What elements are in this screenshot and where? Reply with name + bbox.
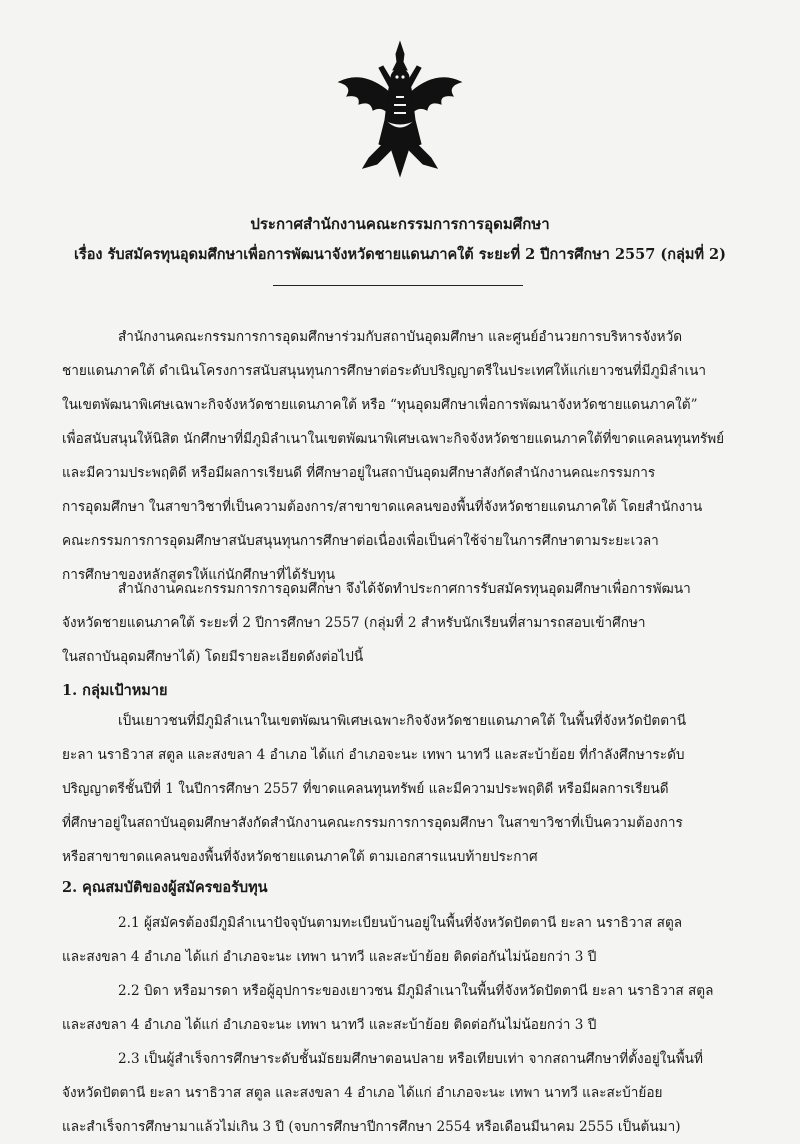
text-line: 2.1 ผู้สมัครต้องมีภูมิลำเนาปัจจุบันตามทะเบียนบ้านอยู่ในพื้นที่จังหวัดปัตตานี ยะลา นราธิวาส สตูล xyxy=(118,915,683,931)
text-line: หรือสาขาขาดแคลนของพื้นที่จังหวัดชายแดนภาคใต้ ตามเอกสารแนบท้ายประกาศ xyxy=(62,849,538,865)
text-line: ในเขตพัฒนาพิเศษเฉพาะกิจจังหวัดชายแดนภาคใต้ หรือ “ทุนอุดมศึกษาเพื่อการพัฒนาจังหวัดชายแดนภาคใต้” xyxy=(62,397,698,413)
text-line: เป็นเยาวชนที่มีภูมิลำเนาในเขตพัฒนาพิเศษเฉพาะกิจจังหวัดชายแดนภาคใต้ ในพื้นที่จังหวัดปัตตานี xyxy=(118,713,686,729)
text-line: ชายแดนภาคใต้ ดำเนินโครงการสนับสนุนทุนการศึกษาต่อระดับปริญญาตรีในประเทศให้แก่เยาวชนที่มีภูมิลำเนา xyxy=(62,363,707,379)
section-1-body xyxy=(62,704,744,874)
section-2-body xyxy=(62,906,744,1144)
text-line: การอุดมศึกษา ในสาขาวิชาที่เป็นความต้องการ/สาขาขาดแคลนของพื้นที่จังหวัดชายแดนภาคใต้ โดยสำนักงาน xyxy=(62,499,703,515)
announcement-title: ประกาศสำนักงานคณะกรรมการการอุดมศึกษา xyxy=(250,215,550,233)
intro-paragraph-1 xyxy=(62,320,744,592)
text-line: ในสถาบันอุดมศึกษาได้) โดยมีรายละเอียดดังต่อไปนี้ xyxy=(62,649,364,665)
text-line: การศึกษาของหลักสูตรให้แก่นักศึกษาที่ได้รับทุน xyxy=(62,567,336,583)
text-line: สำนักงานคณะกรรมการการอุดมศึกษาร่วมกับสถาบันอุดมศึกษา และศูนย์อำนวยการบริหารจังหวัด xyxy=(118,329,683,345)
section-2-heading: 2. คุณสมบัติของผู้สมัครขอรับทุน xyxy=(62,879,268,896)
text-line: สำนักงานคณะกรรมการการอุดมศึกษา จึงได้จัดทำประกาศการรับสมัครทุนอุดมศึกษาเพื่อการพัฒนา xyxy=(118,581,691,597)
text-line: เพื่อสนับสนุนให้นิสิต นักศึกษาที่มีภูมิลำเนาในเขตพัฒนาพิเศษเฉพาะกิจจังหวัดชายแดนภาคใต้ที่ขาดแคลนทุนทรัพย์ xyxy=(62,431,725,447)
text-line: ที่ศึกษาอยู่ในสถาบันอุดมศึกษาสังกัดสำนักงานคณะกรรมการการอุดมศึกษา ในสาขาวิชาที่เป็นความต้องการ xyxy=(62,815,683,831)
text-line: และสงขลา 4 อำเภอ ได้แก่ อำเภอจะนะ เทพา นาทวี และสะบ้าย้อย ติดต่อกันไม่น้อยกว่า 3 ปี xyxy=(62,1017,597,1033)
text-line: 2.3 เป็นผู้สำเร็จการศึกษาระดับชั้นมัธยมศึกษาตอนปลาย หรือเทียบเท่า จากสถานศึกษาที่ตั้งอยู่ในพื้นที่ xyxy=(118,1051,703,1067)
text-line: และมีความประพฤติดี หรือมีผลการเรียนดี ที่ศึกษาอยู่ในสถาบันอุดมศึกษาสังกัดสำนักงานคณะกรรมการ xyxy=(62,465,656,481)
garuda-emblem-icon xyxy=(333,40,467,178)
text-line: ปริญญาตรีชั้นปีที่ 1 ในปีการศึกษา 2557 ที่ขาดแคลนทุนทรัพย์ และมีความประพฤติดี หรือมีผลการเรียนดี xyxy=(62,781,669,797)
text-line: และสงขลา 4 อำเภอ ได้แก่ อำเภอจะนะ เทพา นาทวี และสะบ้าย้อย ติดต่อกันไม่น้อยกว่า 3 ปี xyxy=(62,949,597,965)
section-1-heading: 1. กลุ่มเป้าหมาย xyxy=(62,682,168,699)
text-line: 2.2 บิดา หรือมารดา หรือผู้อุปการะของเยาวชน มีภูมิลำเนาในพื้นที่จังหวัดปัตตานี ยะลา นราธิวาส สตูล xyxy=(118,983,714,999)
announcement-subject: เรื่อง รับสมัครทุนอุดมศึกษาเพื่อการพัฒนาจังหวัดชายแดนภาคใต้ ระยะที่ 2 ปีการศึกษา 2557 (กลุ่มที่ 2) xyxy=(73,246,727,263)
text-line: และสำเร็จการศึกษามาแล้วไม่เกิน 3 ปี (จบการศึกษาปีการศึกษา 2554 หรือเดือนมีนาคม 2555 เป็นต้นมา) xyxy=(62,1119,681,1135)
intro-paragraph-2 xyxy=(62,572,744,674)
text-line: ยะลา นราธิวาส สตูล และสงขลา 4 อำเภอ ได้แก่ อำเภอจะนะ เทพา นาทวี และสะบ้าย้อย ที่กำลังศึกษาระดับ xyxy=(62,747,685,763)
text-line: จังหวัดชายแดนภาคใต้ ระยะที่ 2 ปีการศึกษา 2557 (กลุ่มที่ 2 สำหรับนักเรียนที่สามารถสอบเข้าศึกษา xyxy=(62,615,646,631)
text-line: จังหวัดปัตตานี ยะลา นราธิวาส สตูล และสงขลา 4 อำเภอ ได้แก่ อำเภอจะนะ เทพา นาทวี และสะบ้าย้อย xyxy=(62,1085,663,1101)
title-divider xyxy=(273,285,523,286)
text-line: คณะกรรมการการอุดมศึกษาสนับสนุนทุนการศึกษาต่อเนื่องเพื่อเป็นค่าใช้จ่ายในการศึกษาตามระยะเวลา xyxy=(62,533,659,549)
